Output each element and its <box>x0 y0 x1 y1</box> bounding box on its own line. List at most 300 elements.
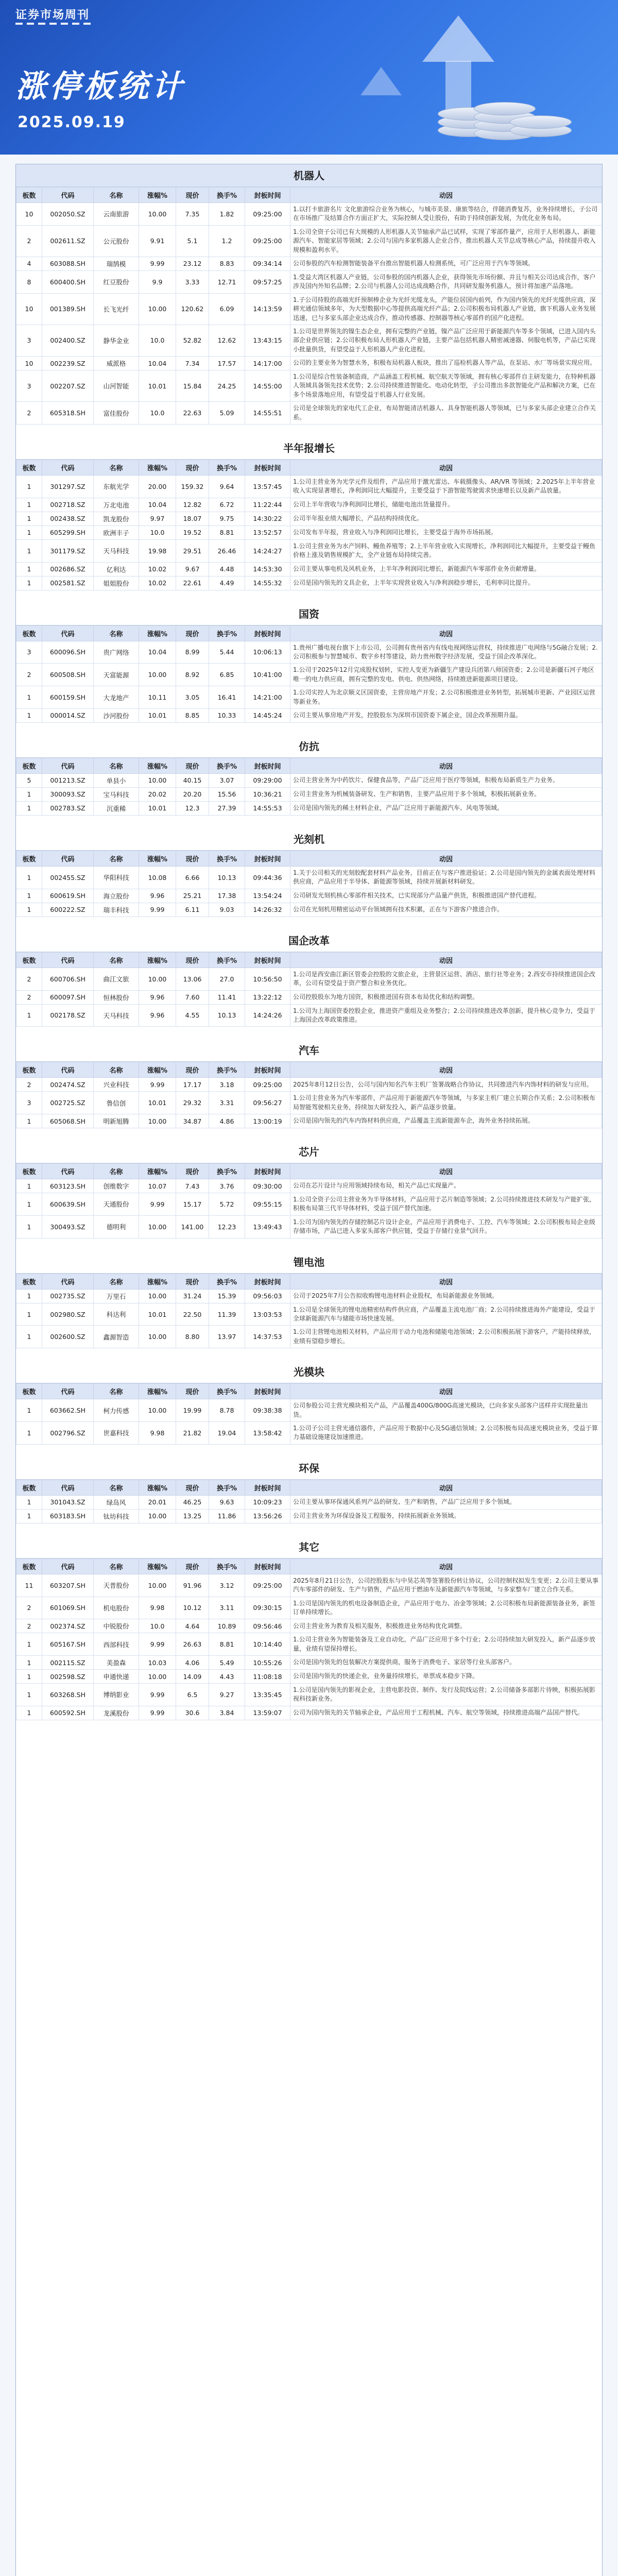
board-count: 2 <box>16 990 42 1004</box>
column-header: 涨幅% <box>139 1558 176 1574</box>
stock-code: 600639.SH <box>42 1193 94 1216</box>
stock-name: 西部科技 <box>94 1633 139 1656</box>
limit-time: 09:56:27 <box>245 1092 290 1114</box>
change-pct: 20.01 <box>139 1495 176 1509</box>
column-header: 换手% <box>209 1274 245 1289</box>
limit-time: 14:45:24 <box>245 708 290 722</box>
column-header: 名称 <box>94 758 139 773</box>
price: 18.07 <box>176 512 209 526</box>
limit-time: 10:06:13 <box>245 641 290 664</box>
column-header: 动因 <box>290 188 602 203</box>
column-header: 代码 <box>42 1274 94 1289</box>
table-header-row <box>16 1062 602 1078</box>
turnover-pct: 27.0 <box>209 968 245 990</box>
column-header: 板数 <box>16 188 42 203</box>
column-header: 涨幅% <box>139 758 176 773</box>
reason-text: 1.公司全资子公司已有大规模的人形机器人关节轴承产品已试样，实现了零部件量产，应用于人形机器人、新能源汽车、智能家居等领域；2.公司与国内多家机器人企业合作，推出机器人关节总成等核心产品，持续提升收入规模和盈利水平。 <box>290 225 602 257</box>
table-row <box>16 1421 602 1444</box>
price: 5.1 <box>176 225 209 257</box>
section-title: 芯片 <box>16 1141 602 1163</box>
change-pct: 10.11 <box>139 686 176 709</box>
table-row <box>16 225 602 257</box>
stock-code: 603123.SH <box>42 1179 94 1193</box>
reason-text: 1.公司是全球领先的锂电池精密结构件供应商，产品覆盖主流电池厂商；2.公司持续推进海外产能建设，受益于全球新能源汽车与储能市场快速发展。 <box>290 1303 602 1326</box>
price: 9.67 <box>176 562 209 576</box>
column-header: 板数 <box>16 1480 42 1495</box>
limit-time: 09:25:00 <box>245 225 290 257</box>
stock-name: 山河智能 <box>94 370 139 402</box>
reason-text: 公司于2025年7月公告拟收购锂电池材料企业股权，布局新能源业务领域。 <box>290 1289 602 1303</box>
price: 10.12 <box>176 1597 209 1619</box>
limit-time: 11:22:44 <box>245 498 290 512</box>
reason-text: 2025年8月12日公告，公司与国内知名汽车主机厂签署战略合作协议，共同推进汽车内饰材料的研发与应用。 <box>290 1078 602 1092</box>
stock-name: 恒林股份 <box>94 990 139 1004</box>
reason-text: 1.公司是西安曲江新区管委会控股的文旅企业，主营景区运营、酒店、旅行社等业务；2.西安市持续推进国企改革，公司有望受益于资产整合和业务优化。 <box>290 968 602 990</box>
change-pct: 9.97 <box>139 512 176 526</box>
reason-text: 公司主要从事房地产开发，控股股东为深圳市国资委下属企业，国企改革预期升温。 <box>290 708 602 722</box>
board-count: 10 <box>16 203 42 226</box>
board-count: 1 <box>16 686 42 709</box>
column-header: 代码 <box>42 460 94 476</box>
stock-name: 创维数字 <box>94 1179 139 1193</box>
table-row <box>16 1619 602 1633</box>
change-pct: 10.08 <box>139 866 176 889</box>
section-gap <box>16 1523 602 1536</box>
change-pct: 10.00 <box>139 1574 176 1597</box>
section-title: 环保 <box>16 1457 602 1480</box>
column-header: 名称 <box>94 1062 139 1078</box>
turnover-pct: 24.25 <box>209 370 245 402</box>
section-gap <box>16 917 602 929</box>
board-count: 4 <box>16 257 42 270</box>
column-header: 涨幅% <box>139 1384 176 1399</box>
limit-time: 14:55:53 <box>245 801 290 815</box>
turnover-pct: 26.46 <box>209 539 245 562</box>
change-pct: 10.0 <box>139 402 176 425</box>
limit-time: 14:17:00 <box>245 357 290 370</box>
turnover-pct: 6.72 <box>209 498 245 512</box>
price: 17.17 <box>176 1078 209 1092</box>
price: 6.5 <box>176 1684 209 1706</box>
stock-code: 002611.SZ <box>42 225 94 257</box>
turnover-pct: 12.23 <box>209 1215 245 1238</box>
board-count: 11 <box>16 1574 42 1597</box>
limit-time: 13:35:45 <box>245 1684 290 1706</box>
board-count: 1 <box>16 1421 42 1444</box>
section-table <box>16 187 602 425</box>
stock-name: 天富能源 <box>94 664 139 686</box>
table-row <box>16 562 602 576</box>
board-count: 5 <box>16 773 42 787</box>
stock-code: 001213.SZ <box>42 773 94 787</box>
column-header: 现价 <box>176 1558 209 1574</box>
change-pct: 10.00 <box>139 293 176 325</box>
column-header: 动因 <box>290 625 602 641</box>
brand-decoration <box>15 23 93 25</box>
table-row <box>16 866 602 889</box>
table-row <box>16 1326 602 1348</box>
limit-time: 09:25:00 <box>245 1078 290 1092</box>
change-pct: 10.0 <box>139 526 176 539</box>
board-count: 3 <box>16 641 42 664</box>
column-header: 板数 <box>16 952 42 968</box>
reason-text: 1.公司全资子公司主营业务为半导体材料，产品应用于芯片制造等领域；2.公司持续推进技术研发与产能扩张，积极布局第三代半导体材料，受益于国产替代加速。 <box>290 1193 602 1216</box>
change-pct: 10.00 <box>139 1509 176 1523</box>
stock-code: 605318.SH <box>42 402 94 425</box>
column-header: 现价 <box>176 1480 209 1495</box>
column-header: 板数 <box>16 1164 42 1179</box>
stock-name: 姐姐股份 <box>94 576 139 590</box>
limit-time: 13:56:26 <box>245 1509 290 1523</box>
column-header: 代码 <box>42 1384 94 1399</box>
column-header: 封板时间 <box>245 625 290 641</box>
stock-name: 明新旭腾 <box>94 1114 139 1128</box>
change-pct: 10.0 <box>139 325 176 356</box>
limit-time: 14:55:51 <box>245 402 290 425</box>
turnover-pct: 4.86 <box>209 1114 245 1128</box>
board-count: 3 <box>16 1092 42 1114</box>
stock-name: 瑞丰科技 <box>94 903 139 917</box>
limit-time: 10:55:26 <box>245 1656 290 1670</box>
column-header: 代码 <box>42 851 94 866</box>
turnover-pct: 3.84 <box>209 1706 245 1720</box>
stock-name: 天马科技 <box>94 539 139 562</box>
column-header: 封板时间 <box>245 188 290 203</box>
change-pct: 10.01 <box>139 801 176 815</box>
column-header: 名称 <box>94 460 139 476</box>
table-header-row <box>16 1274 602 1289</box>
turnover-pct: 6.09 <box>209 293 245 325</box>
change-pct: 9.96 <box>139 1004 176 1027</box>
turnover-pct: 6.85 <box>209 664 245 686</box>
section-gap <box>16 1239 602 1251</box>
stock-name: 贵广网络 <box>94 641 139 664</box>
turnover-pct: 17.38 <box>209 889 245 903</box>
price: 13.06 <box>176 968 209 990</box>
turnover-pct: 19.04 <box>209 1421 245 1444</box>
stock-name: 公元股份 <box>94 225 139 257</box>
section-title: 半年报增长 <box>16 437 602 460</box>
reason-text: 公司上半年营收与净利润同比增长，储能电池出货量提升。 <box>290 498 602 512</box>
board-count: 1 <box>16 576 42 590</box>
stock-code: 300493.SZ <box>42 1215 94 1238</box>
section-gap <box>16 590 602 603</box>
reason-text: 公司半年报业绩大幅增长，产品结构持续优化。 <box>290 512 602 526</box>
reason-text: 公司控股股东为地方国资，积极推进国有资本布局优化和结构调整。 <box>290 990 602 1004</box>
reason-text: 1.公司于2025年12月完成股权划转，实控人变更为新疆生产建设兵团第八师国资委；2.公司是新疆石河子地区唯一的电力供应商，拥有完整的发电、供电、供热网络，持续推进新能源项目建设。 <box>290 664 602 686</box>
board-count: 3 <box>16 370 42 402</box>
limit-time: 10:14:40 <box>245 1633 290 1656</box>
column-header: 封板时间 <box>245 1274 290 1289</box>
board-count: 1 <box>16 1004 42 1027</box>
reason-text: 公司是全球领先的家电代工企业，布局智能清洁机器人、具身智能机器人等领域，已与多家头部企业建立合作关系。 <box>290 402 602 425</box>
board-count: 2 <box>16 968 42 990</box>
reason-text: 1.公司实控人为北京顺义区国资委，主营房地产开发；2.公司积极推进业务转型，拓展城市更新、产业园区运营等新业务。 <box>290 686 602 709</box>
section-title: 国资 <box>16 603 602 625</box>
limit-time: 14:55:32 <box>245 576 290 590</box>
stock-code: 002400.SZ <box>42 325 94 356</box>
stock-name: 天马科技 <box>94 1004 139 1027</box>
column-header: 换手% <box>209 188 245 203</box>
board-count: 1 <box>16 512 42 526</box>
board-count: 2 <box>16 664 42 686</box>
stock-name: 天普股份 <box>94 1574 139 1597</box>
reason-text: 1.公司主营业务为智能装备及工业自动化，产品广泛应用于多个行业；2.公司持续加大研发投入，新产品逐步放量，业绩有望保持增长。 <box>290 1633 602 1656</box>
price: 30.6 <box>176 1706 209 1720</box>
column-header: 动因 <box>290 851 602 866</box>
limit-time: 14:24:26 <box>245 1004 290 1027</box>
section-gap <box>16 1027 602 1039</box>
change-pct: 9.99 <box>139 903 176 917</box>
stock-name: 天通股份 <box>94 1193 139 1216</box>
turnover-pct: 15.56 <box>209 787 245 801</box>
change-pct: 10.00 <box>139 1670 176 1684</box>
change-pct: 9.99 <box>139 257 176 270</box>
turnover-pct: 8.81 <box>209 526 245 539</box>
report-date: 2025.09.19 <box>18 113 126 131</box>
column-header: 现价 <box>176 1164 209 1179</box>
turnover-pct: 9.64 <box>209 476 245 498</box>
section-title: 汽车 <box>16 1039 602 1062</box>
price: 20.20 <box>176 787 209 801</box>
table-row <box>16 357 602 370</box>
limit-time: 14:26:32 <box>245 903 290 917</box>
table-row <box>16 787 602 801</box>
column-header: 代码 <box>42 952 94 968</box>
reason-text: 1.公司是综合性装备制造商，产品涵盖工程机械、航空航天等领域，拥有核心零部件自主研发能力，在特种机器人领域具备领先技术优势；2.公司持续推进智能化、电动化转型，子公司推出多款智能化产品和解决方案，已在多个场景落地应用，有望受益于机器人行业发展。 <box>290 370 602 402</box>
turnover-pct: 13.97 <box>209 1326 245 1348</box>
limit-time: 14:21:00 <box>245 686 290 709</box>
limit-time: 10:36:21 <box>245 787 290 801</box>
turnover-pct: 9.27 <box>209 1684 245 1706</box>
reason-text: 1.公司是世界领先的镍生态企业，拥有完整的产业链，镍产品广泛应用于新能源汽车等多个领域，已进入国内头部企业供应链；2.公司积极布局人形机器人产业链，主要产品包括机器人精密减速器、伺服电机等，产品已实现小批量供货，有望受益于人形机器人产业化进程。 <box>290 325 602 356</box>
table-row <box>16 1004 602 1027</box>
price: 91.96 <box>176 1574 209 1597</box>
price: 14.09 <box>176 1670 209 1684</box>
column-header: 代码 <box>42 1480 94 1495</box>
table-row <box>16 526 602 539</box>
price: 26.63 <box>176 1633 209 1656</box>
turnover-pct: 3.18 <box>209 1078 245 1092</box>
column-header: 名称 <box>94 851 139 866</box>
price: 159.32 <box>176 476 209 498</box>
change-pct: 9.91 <box>139 225 176 257</box>
stock-name: 华阳科技 <box>94 866 139 889</box>
reason-text: 1.贵州广播电视台旗下上市公司，公司拥有贵州省内有线电视网络运营权，持续推进广电网络与5G融合发展；2.公司积极参与智慧城市、数字乡村等建设，助力贵州数字经济发展，受益于国企改革深化。 <box>290 641 602 664</box>
limit-time: 13:00:19 <box>245 1114 290 1128</box>
table-header-row <box>16 1558 602 1574</box>
column-header: 封板时间 <box>245 460 290 476</box>
reason-text: 公司是国内领先的包装解决方案提供商，服务于消费电子、家居等行业头部客户。 <box>290 1656 602 1670</box>
limit-time: 10:09:23 <box>245 1495 290 1509</box>
stock-code: 600508.SH <box>42 664 94 686</box>
reason-text: 1.子公司持股的高端光纤预制棒企业为光纤光缆龙头，产能位居国内前列，作为国内领先的光纤光缆供应商，深耕光通信领域多年，为大型数据中心等提供高端光纤产品；2.公司积极布局机器人产业链，旗下机器人业务发展迅速，已与多家头部企业达成合作，推动传感器、控制器等核心零部件的国产化进程。 <box>290 293 602 325</box>
section-table <box>16 625 602 723</box>
reason-text: 2025年8月21日公告，公司控股股东与中昊芯英等签署股份转让协议，公司控制权拟发生变更；2.公司主要从事汽车零部件的研发、生产与销售，产品应用于燃油车及新能源汽车等领域，与多家整车厂建立合作关系。 <box>290 1574 602 1597</box>
price: 29.32 <box>176 1092 209 1114</box>
stock-code: 600096.SH <box>42 641 94 664</box>
price: 8.80 <box>176 1326 209 1348</box>
column-header: 现价 <box>176 851 209 866</box>
turnover-pct: 3.76 <box>209 1179 245 1193</box>
change-pct: 20.00 <box>139 476 176 498</box>
column-header: 封板时间 <box>245 1480 290 1495</box>
price: 3.33 <box>176 270 209 293</box>
reason-text: 公司主营业务为环保设备及工程服务，持续拓展新业务领域。 <box>290 1509 602 1523</box>
stock-code: 002718.SZ <box>42 498 94 512</box>
change-pct: 9.99 <box>139 1706 176 1720</box>
price: 40.15 <box>176 773 209 787</box>
column-header: 动因 <box>290 1062 602 1078</box>
limit-time: 09:29:00 <box>245 773 290 787</box>
price: 141.00 <box>176 1215 209 1238</box>
price: 4.55 <box>176 1004 209 1027</box>
change-pct: 9.96 <box>139 889 176 903</box>
section-table <box>16 1383 602 1445</box>
limit-time: 13:43:15 <box>245 325 290 356</box>
price: 19.52 <box>176 526 209 539</box>
stock-code: 605068.SH <box>42 1114 94 1128</box>
stock-name: 宝马科技 <box>94 787 139 801</box>
column-header: 封板时间 <box>245 851 290 866</box>
price: 4.64 <box>176 1619 209 1633</box>
reason-text: 1.公司主营锂电池相关材料，产品应用于动力电池和储能电池领域；2.公司积极拓展下游客户，产能持续释放，业绩有望稳步增长。 <box>290 1326 602 1348</box>
board-count: 1 <box>16 903 42 917</box>
stock-name: 柯力传感 <box>94 1399 139 1422</box>
price: 13.25 <box>176 1509 209 1523</box>
price: 12.3 <box>176 801 209 815</box>
column-header: 封板时间 <box>245 758 290 773</box>
board-count: 1 <box>16 889 42 903</box>
turnover-pct: 4.48 <box>209 562 245 576</box>
table-row <box>16 1092 602 1114</box>
change-pct: 10.01 <box>139 1303 176 1326</box>
stock-code: 600706.SH <box>42 968 94 990</box>
column-header: 涨幅% <box>139 188 176 203</box>
column-header: 换手% <box>209 1062 245 1078</box>
limit-time: 14:30:22 <box>245 512 290 526</box>
stock-code: 600222.SZ <box>42 903 94 917</box>
stock-code: 002581.SZ <box>42 576 94 590</box>
table-row <box>16 1656 602 1670</box>
change-pct: 10.00 <box>139 1399 176 1422</box>
board-count: 1 <box>16 1509 42 1523</box>
change-pct: 10.04 <box>139 498 176 512</box>
stock-code: 002686.SZ <box>42 562 94 576</box>
stock-code: 601069.SH <box>42 1597 94 1619</box>
column-header: 现价 <box>176 460 209 476</box>
limit-time: 09:30:15 <box>245 1597 290 1619</box>
column-header: 涨幅% <box>139 952 176 968</box>
section-table <box>16 758 602 816</box>
stock-code: 001389.SH <box>42 293 94 325</box>
table-header-row <box>16 851 602 866</box>
turnover-pct: 8.83 <box>209 257 245 270</box>
table-row <box>16 325 602 356</box>
board-count: 1 <box>16 476 42 498</box>
column-header: 封板时间 <box>245 1384 290 1399</box>
table-row <box>16 1193 602 1216</box>
table-header-row <box>16 1384 602 1399</box>
price: 52.82 <box>176 325 209 356</box>
price: 31.24 <box>176 1289 209 1303</box>
board-count: 1 <box>16 1289 42 1303</box>
reason-text: 公司的主要业务为智慧水务，积极布局机器人板块，推出了巡检机器人等产品，在泵站、水厂等场景实现应用。 <box>290 357 602 370</box>
table-row <box>16 1509 602 1523</box>
board-count: 1 <box>16 1326 42 1348</box>
board-count: 2 <box>16 402 42 425</box>
change-pct: 9.99 <box>139 1078 176 1092</box>
section-table <box>16 1480 602 1523</box>
limit-time: 09:56:46 <box>245 1619 290 1633</box>
stock-name: 瑞鹄模 <box>94 257 139 270</box>
column-header: 换手% <box>209 460 245 476</box>
turnover-pct: 15.39 <box>209 1289 245 1303</box>
column-header: 涨幅% <box>139 1480 176 1495</box>
column-header: 涨幅% <box>139 1062 176 1078</box>
stock-name: 沙河股份 <box>94 708 139 722</box>
column-header: 涨幅% <box>139 1274 176 1289</box>
change-pct: 20.02 <box>139 787 176 801</box>
reason-text: 1.公司为上海国资委控股企业，推进资产重组及业务整合；2.公司持续推进改革创新，提升核心竞争力，受益于上海国企改革政策推进。 <box>290 1004 602 1027</box>
limit-time: 09:57:25 <box>245 270 290 293</box>
board-count: 3 <box>16 325 42 356</box>
turnover-pct: 3.07 <box>209 773 245 787</box>
stock-code: 002115.SZ <box>42 1656 94 1670</box>
board-count: 2 <box>16 225 42 257</box>
column-header: 代码 <box>42 1062 94 1078</box>
board-count: 1 <box>16 1114 42 1128</box>
column-header: 换手% <box>209 758 245 773</box>
change-pct: 19.98 <box>139 539 176 562</box>
stock-name: 鑫源智造 <box>94 1326 139 1348</box>
turnover-pct: 3.31 <box>209 1092 245 1114</box>
stock-name: 兴业科技 <box>94 1078 139 1092</box>
stock-name: 云南旅游 <box>94 203 139 226</box>
stock-code: 600400.SH <box>42 270 94 293</box>
reason-text: 公司为国内领先的关节轴承企业，产品应用于工程机械、汽车、航空等领域，持续推进高端产品国产替代。 <box>290 1706 602 1720</box>
reason-text: 公司主要从事环保通风系列产品的研发、生产和销售，产品广泛应用于多个领域。 <box>290 1495 602 1509</box>
table-row <box>16 576 602 590</box>
reason-text: 1.受益大湾区机器人产业链，公司参股的国内机器人企业，获得领先市场份额、并且与相关公司达成合作，客户涉及国内外知名品牌；2.公司与机器人公司达成战略合作，共同研发服务机器人，预计将加速产品落地。 <box>290 270 602 293</box>
price: 8.92 <box>176 664 209 686</box>
limit-time: 14:37:53 <box>245 1326 290 1348</box>
section-table <box>16 851 602 917</box>
change-pct: 9.99 <box>139 1684 176 1706</box>
turnover-pct: 17.57 <box>209 357 245 370</box>
table-row <box>16 1303 602 1326</box>
column-header: 名称 <box>94 1480 139 1495</box>
limit-time: 09:55:15 <box>245 1193 290 1216</box>
column-header: 现价 <box>176 1062 209 1078</box>
section-title: 其它 <box>16 1536 602 1558</box>
up-arrow-icon <box>422 15 494 62</box>
stock-name: 单县小 <box>94 773 139 787</box>
reason-text: 1.公司是国内领先的机电设备制造企业，产品应用于电力、冶金等领域；2.公司积极布局新能源装备业务，新签订单持续增长。 <box>290 1597 602 1619</box>
reason-text: 公司在芯片设计与应用领域持续布局，相关产品已实现量产。 <box>290 1179 602 1193</box>
change-pct: 9.99 <box>139 1193 176 1216</box>
stock-name: 曲江文旅 <box>94 968 139 990</box>
price: 34.87 <box>176 1114 209 1128</box>
reason-text: 公司是国内领先的汽车内饰材料供应商，产品覆盖主流新能源车企，海外业务持续拓展。 <box>290 1114 602 1128</box>
section-gap <box>16 1348 602 1361</box>
reason-text: 公司是国内领先的文具企业，上半年实现营业收入与净利润稳步增长，毛利率同比提升。 <box>290 576 602 590</box>
stock-name: 万北电池 <box>94 498 139 512</box>
column-header: 封板时间 <box>245 952 290 968</box>
stock-name: 博纳影业 <box>94 1684 139 1706</box>
change-pct: 10.00 <box>139 968 176 990</box>
price: 7.60 <box>176 990 209 1004</box>
